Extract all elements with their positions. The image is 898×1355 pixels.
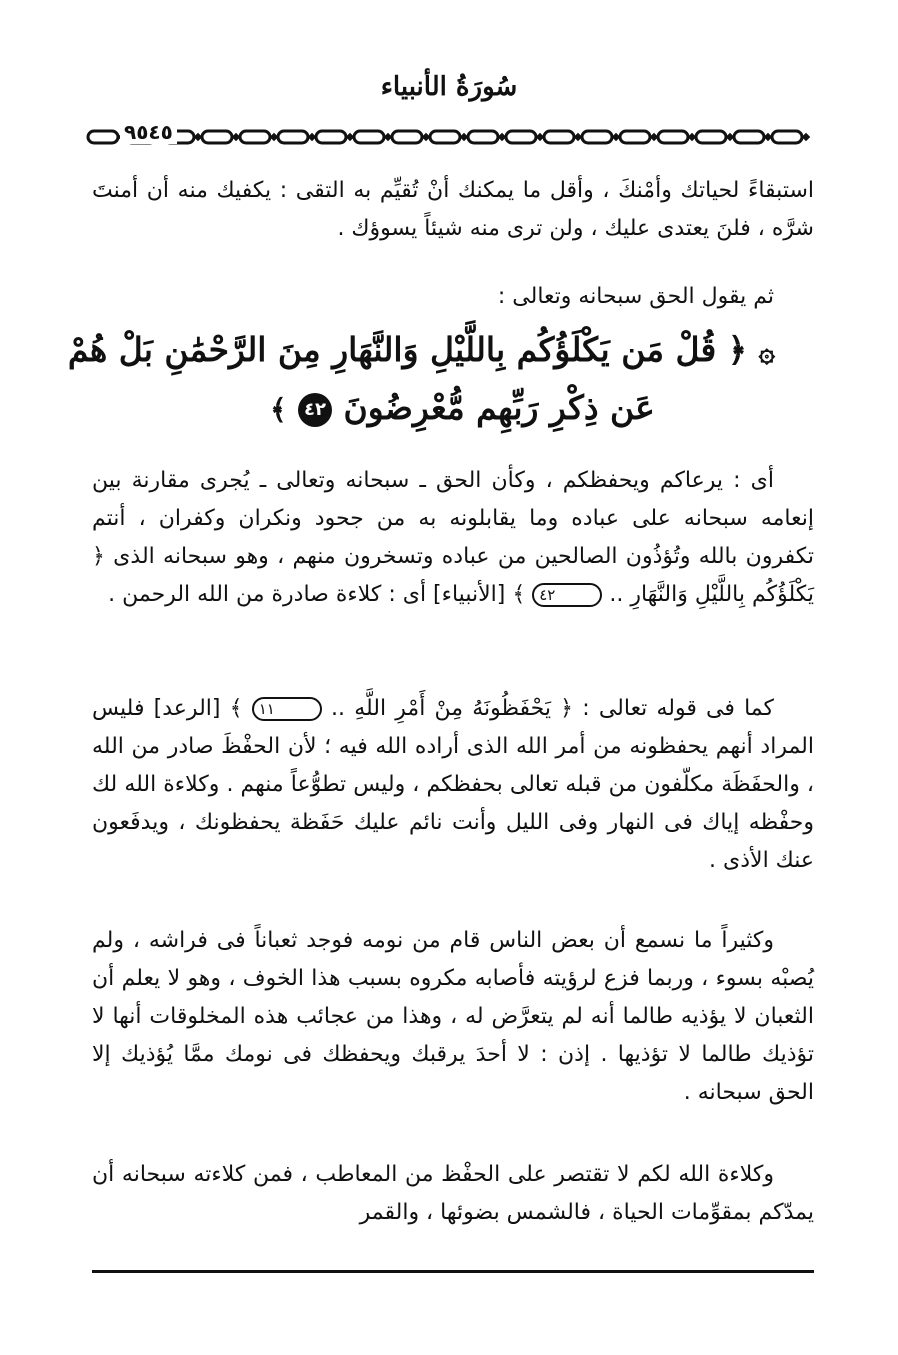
- verse-intro: [92, 278, 814, 316]
- paragraph-text: [92, 690, 814, 880]
- paragraph-a-text-1: أى : يرعاكم ويحفظكم ، وكأن الحق ـ سبحانه وتعالى ـ يُجرى مقارنة بين إنعامه سبحانه على عباده وما يقابلونه به من جحود ونكران وكفران ، أنتم تكفرون بالله وتُؤذُون الصالحين من عباده وتسخرون منهم ، وهو سبحانه الذى ﴿ يَكْلَؤُكُم بِاللَّيْلِ وَالنَّهَارِ ..: [92, 468, 814, 607]
- footer-rule: [92, 1270, 814, 1273]
- verse-number-badge: ٤٢: [298, 393, 332, 427]
- chain-ornament-icon: [86, 126, 814, 148]
- quran-verse: [67, 322, 775, 438]
- paragraph-text: [92, 462, 814, 614]
- paragraph-b-text-2: ﴾ [الرعد] فليس المراد أنهم يحفظونه من أمر الله الذى أراده الله فيه ؛ لأن الحفْظَ صادر من الله ، والحفَظَة مكلّفون من قبله تعالى بحفظكم ، وليس تطوُّعاً منهم . وكلاءة الله لك وحفْظه إياك فى النهار وفى الليل وأنت نائم عليك حَفَظة يحفظونك ، ويدفَعون عنك الأذى .: [92, 696, 814, 873]
- paragraph-text: وكثيراً ما نسمع أن بعض الناس قام من نومه فوجد ثعباناً فى فراشه ، ولم يُصبْه بسوء ، وربما فزع لرؤيته فأصابه مكروه بسبب هذا الخوف ، وهو لا يعلم أن الثعبان لا يؤذيه طالما أنه لم يتعرَّض له ، وهذا من عجائب هذه المخلوقات أنها لا تؤذيك طالما لا تؤذيها . إذن : لا أحدَ يرقبك ويحفظك فى نومك ممَّا يُؤذيك إلا الحق سبحانه .: [92, 928, 814, 1105]
- verse-text-1: ﴿ قُلْ مَن يَكْلَؤُكُم بِاللَّيْلِ وَالنَّهَارِ مِنَ الرَّحْمَٰنِ بَلْ هُمْ: [67, 330, 748, 369]
- page-number: ٩٥٤٥: [120, 120, 177, 144]
- verse-close-ornament-icon: ﴾: [270, 393, 287, 426]
- paragraph-a-text-2: ﴾ [الأنبياء] أى : كلاءة صادرة من الله الرحمن .: [108, 582, 533, 607]
- ornamental-header-band: [86, 126, 814, 148]
- paragraph-continued: [92, 172, 814, 248]
- paragraph-a: [92, 462, 814, 614]
- paragraph-c: [92, 922, 814, 1112]
- verse-text-2: عَن ذِكْرِ رَبِّهِم مُّعْرِضُونَ: [343, 388, 655, 427]
- verse-ref-badge: ١١: [252, 697, 322, 721]
- paragraph-text: وكلاءة الله لكم لا تقتصر على الحفْظ من المعاطب ، فمن كلاءته سبحانه أن يمدّكم بمقوِّمات الحياة ، فالشمس بضوئها ، والقمر: [92, 1162, 814, 1225]
- verse-open-ornament-icon: ۞: [758, 335, 775, 368]
- verse-line-2: [150, 380, 775, 438]
- paragraph-b: [92, 690, 814, 880]
- verse-ref-badge: ٤٢: [532, 583, 602, 607]
- verse-line-1: [67, 322, 775, 380]
- intro-text: ثم يقول الحق سبحانه وتعالى :: [497, 284, 774, 309]
- paragraph-d: [92, 1156, 814, 1232]
- paragraph-text: استبقاءً لحياتك وأمْنكَ ، وأقل ما يمكنك أنْ تُقيِّم به التقى : يكفيك منه أن أمنتَ شرَّه ، فلنَ يعتدى عليك ، ولن ترى منه شيئاً يسوؤك .: [92, 178, 814, 241]
- surah-title: سُورَةُ الأنبياء: [380, 72, 518, 102]
- paragraph-b-text-1: كما فى قوله تعالى : ﴿ يَحْفَظُونَهُ مِنْ أَمْرِ اللَّهِ ..: [321, 696, 774, 721]
